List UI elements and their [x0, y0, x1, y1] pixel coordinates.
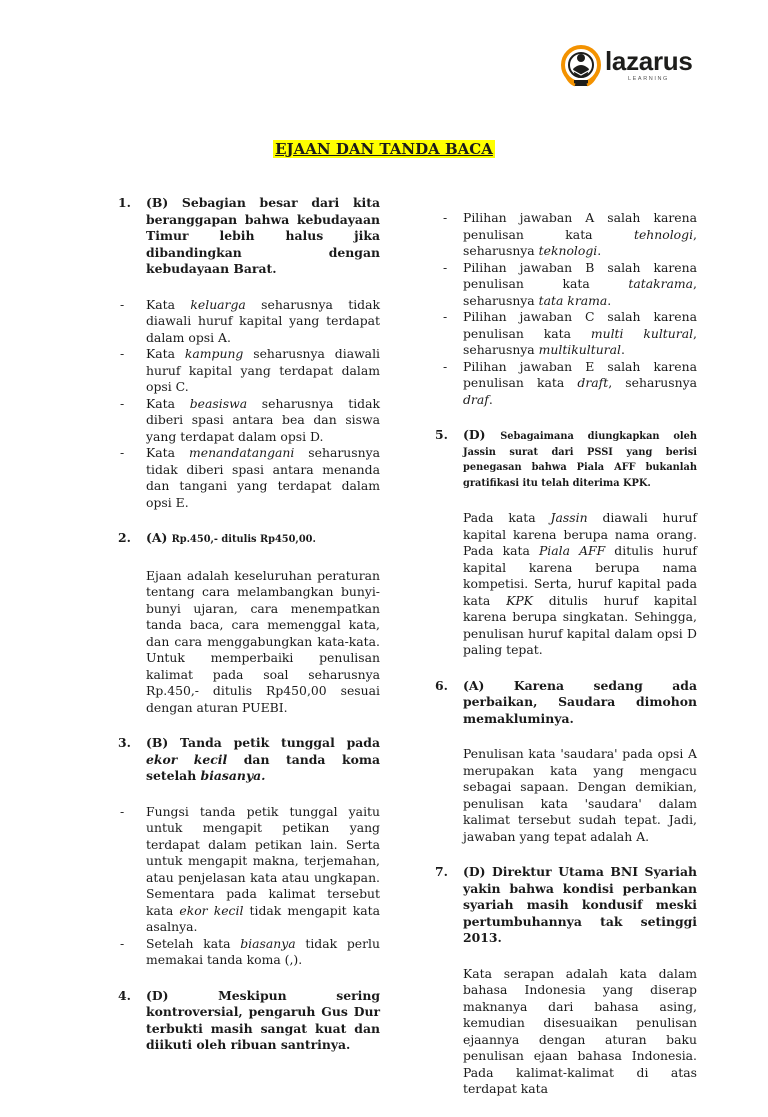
right-column	[435, 210, 697, 1117]
question-text: (A) Karena sedang ada perbaikan, Saudara dimohon memakluminya.	[463, 677, 697, 726]
question-number: 2.	[118, 530, 131, 545]
list-item: - Kata kampung seharusnya diawali huruf kapital yang terdapat dalam opsi C.	[118, 346, 380, 396]
question-3: 3. (B) Tanda petik tunggal pada ekor kecil dan tanda koma setelah biasanya.	[118, 735, 380, 783]
question-label: (D)	[463, 427, 501, 442]
page-title-text: EJAAN DAN TANDA BACA	[275, 140, 493, 158]
list-item: - Kata menandatangani seharusnya tidak diberi spasi antara menanda dan tangani yang terdapat dalam opsi E.	[118, 445, 380, 511]
list-item: - Fungsi tanda petik tunggal yaitu untuk mengapit petikan yang terdapat dalam petikan lain. Serta untuk mengapit makna, terjemahan, atau penjelasan kata atau ungkapan. Sementara pada kalimat tersebut kata ekor kecil tidak mengapit kata asalnya.	[118, 804, 380, 936]
question-number: 5.	[435, 427, 448, 442]
question-5	[435, 427, 697, 491]
question-7	[435, 864, 697, 947]
question-number: 1.	[118, 195, 131, 210]
question-number: 4.	[118, 987, 131, 1003]
explanation-list-1	[118, 297, 380, 512]
question-text: (D) Direktur Utama BNI Syariah yakin bahwa kondisi perbankan syariah masih kondusif meski pertumbuhannya tak setinggi 2013.	[463, 864, 697, 945]
list-item: - Pilihan jawaban C salah karena penulisan kata multi kultural, seharusnya multikultural.	[435, 309, 697, 359]
page-title	[0, 139, 768, 159]
left-column	[118, 195, 380, 1073]
question-text: (D) Meskipun sering kontroversial, pengaruh Gus Dur terbukti masih sangat kuat dan diikuti oleh ribuan santrinya.	[146, 987, 380, 1052]
question-text: Rp.450,- ditulis Rp450,00.	[171, 534, 316, 545]
explanation-paragraph-5: Pada kata Jassin diawali huruf kapital karena berupa nama orang. Pada kata Piala AFF ditulis huruf kapital karena berupa nama kompetisi. Serta, huruf kapital pada kata KPK ditulis huruf kapital karena berupa singkatan. Sehingga, penulisan huruf kapital dalam opsi D paling tepat.	[463, 510, 697, 657]
question-number: 3.	[118, 735, 131, 750]
question-4	[118, 988, 380, 1054]
explanation-list-3	[118, 804, 380, 969]
question-label: (A)	[146, 530, 172, 545]
lazarus-logo	[561, 43, 711, 93]
question-6	[435, 678, 697, 728]
explanation-paragraph-2: Ejaan adalah keseluruhan peraturan tentang cara melambangkan bunyi-bunyi ujaran, cara menempatkan tanda baca, cara memenggal kata, dan cara menggabungkan kata-kata. Untuk memperbaiki penulisan kalimat pada soal seharusnya Rp.450,- ditulis Rp450,00 sesuai dengan aturan PUEBI.	[146, 567, 380, 715]
lazarus-emblem-icon	[561, 43, 607, 93]
question-number: 7.	[435, 864, 448, 879]
question-number: 6.	[435, 677, 448, 693]
list-item: - Pilihan jawaban B salah karena penulisan kata tatakrama, seharusnya tata krama.	[435, 260, 697, 310]
question-2	[118, 530, 380, 549]
logo-wordmark: lazarus	[605, 46, 693, 76]
list-item: - Kata keluarga seharusnya tidak diawali huruf kapital yang terdapat dalam opsi A.	[118, 297, 380, 347]
list-item: - Setelah kata biasanya tidak perlu memakai tanda koma (,).	[118, 936, 380, 969]
list-item: - Pilihan jawaban A salah karena penulisan kata tehnologi, seharusnya teknologi.	[435, 210, 697, 260]
question-1	[118, 195, 380, 278]
explanation-paragraph-7: Kata serapan adalah kata dalam bahasa Indonesia yang diserap maknanya dari bahasa asing, kemudian disesuaikan penulisan ejaannya dengan aturan baku penulisan ejaan bahasa Indonesia. Pada kalimat-kalimat di atas terdapat kata	[463, 965, 697, 1096]
explanation-list-4	[435, 210, 697, 408]
logo-subtitle: LEARNING	[628, 76, 669, 82]
list-item: - Kata beasiswa seharusnya tidak diberi spasi antara bea dan siswa yang terdapat dalam opsi D.	[118, 396, 380, 446]
question-text: (B) Sebagian besar dari kita beranggapan bahwa kebudayaan Timur lebih halus jika dibandingkan dengan kebudayaan Barat.	[146, 195, 380, 276]
question-text: Sebagaimana diungkapkan oleh Jassin surat dari PSSI yang berisi penegasan bahwa Piala AFF bukanlah gratifikasi itu telah diterima KPK.	[463, 431, 697, 489]
list-item: - Pilihan jawaban E salah karena penulisan kata draft, seharusnya draf.	[435, 359, 697, 409]
explanation-paragraph-6: Penulisan kata 'saudara' pada opsi A merupakan kata yang mengacu sebagai sapaan. Dengan demikian, penulisan kata 'saudara' dalam kalimat tersebut sudah tepat. Jadi, jawaban yang tepat adalah A.	[463, 746, 697, 844]
